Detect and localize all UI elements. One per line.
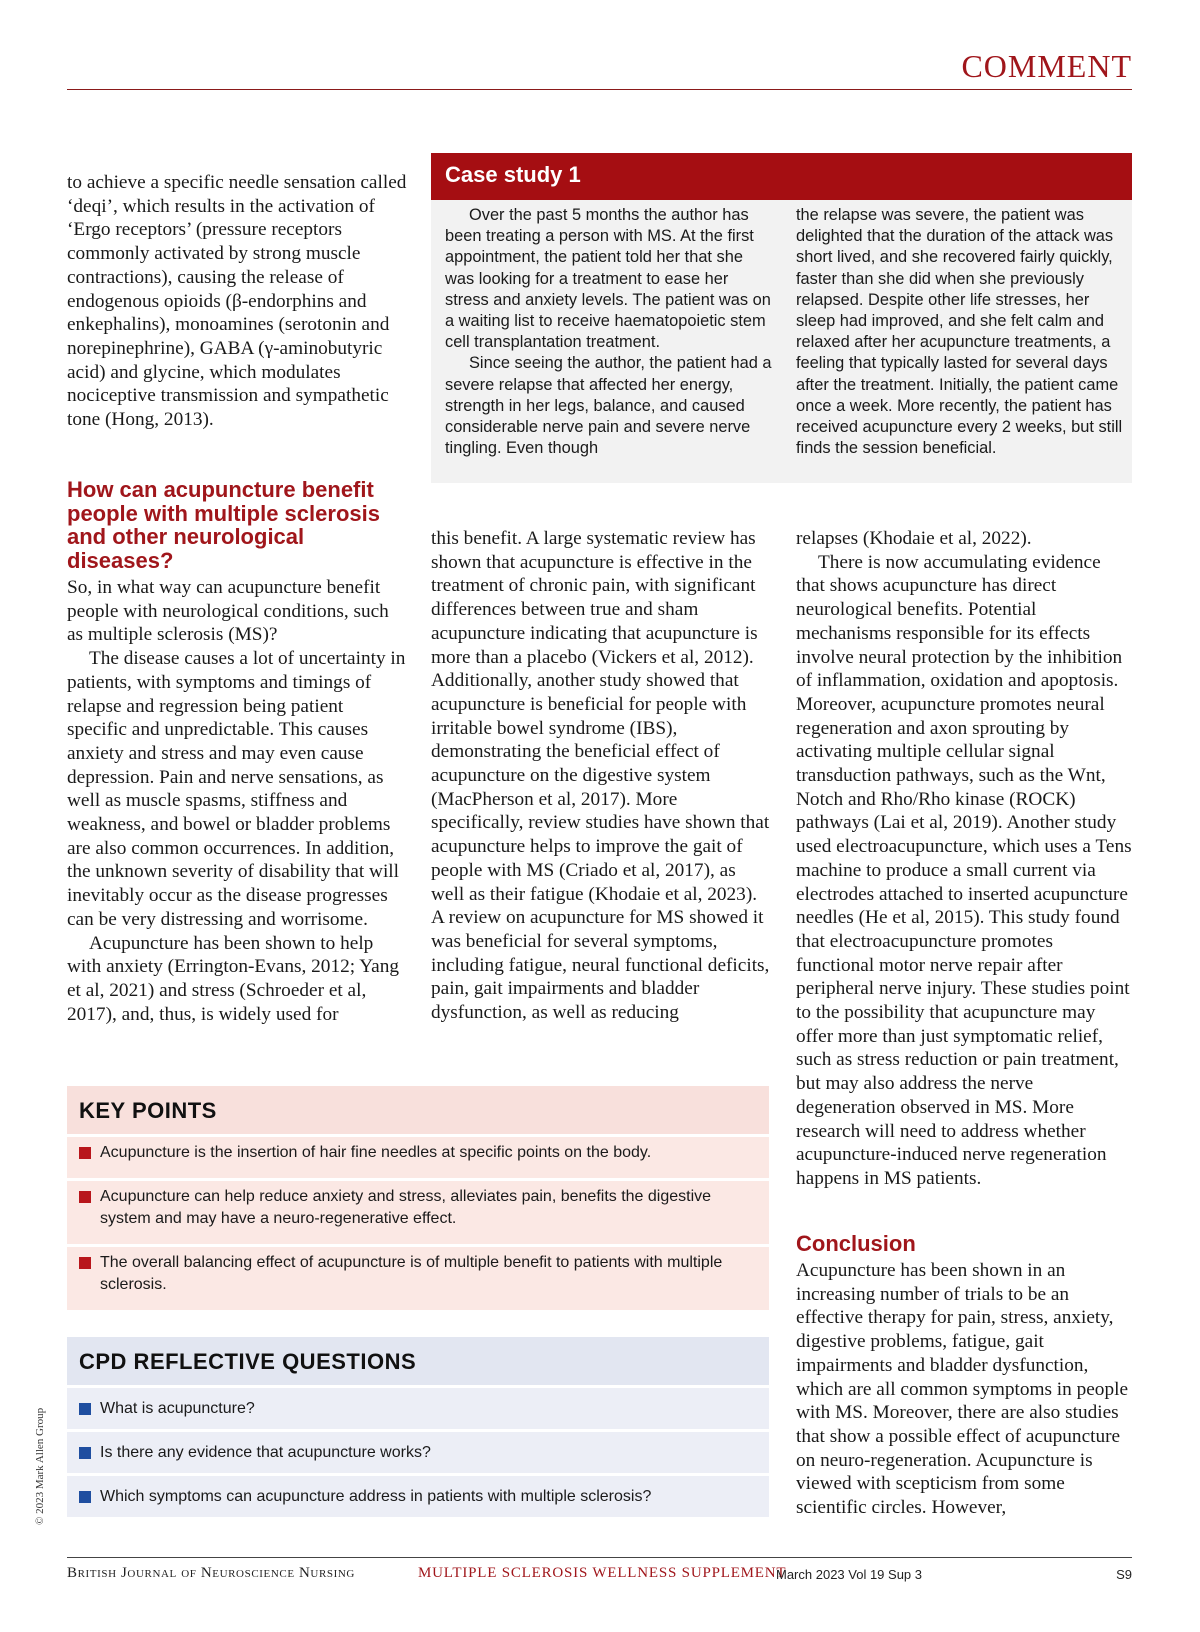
cpd-question-item — [67, 1476, 769, 1517]
column-1-heading-block — [67, 478, 407, 572]
column-1-intro — [67, 171, 407, 432]
footer-issue-date: March 2023 Vol 19 Sup 3 — [776, 1567, 922, 1582]
header-rule — [67, 89, 1132, 90]
square-bullet-icon — [79, 1447, 91, 1459]
paragraph: So, in what way can acupuncture benefit people with neurological conditions, such as multiple sclerosis (MS)? — [67, 577, 389, 646]
column-2-body — [431, 527, 771, 1025]
conclusion-body — [796, 1259, 1132, 1520]
conclusion-heading: Conclusion — [796, 1231, 916, 1256]
paragraph: to achieve a specific needle sensation called ‘deqi’, which results in the activation of ‘Ergo receptors’ (pressure receptors commonly activated by strong muscle contractions), causing the release of endogenous opioids (β-endorphins and enkephalins), monoamines (serotonin and norepinephrine), GABA (γ-aminobutyric acid) and glycine, which modulates nociceptive transmission and sympathetic tone (Hong, 2013). — [67, 172, 407, 431]
paragraph: relapses (Khodaie et al, 2022). — [796, 528, 1032, 549]
key-point-text: Acupuncture can help reduce anxiety and stress, alleviates pain, benefits the digestive system and may have a neuro-regenerative effect. — [100, 1188, 712, 1227]
page-number: S9 — [1116, 1567, 1132, 1582]
key-point-item — [67, 1247, 769, 1310]
paragraph: Acupuncture has been shown to help with anxiety (Errington-Evans, 2012; Yang et al, 2021) and stress (Schroeder et al, 2017), and, thus, is widely used for — [67, 932, 400, 1025]
footer-supplement-name: MULTIPLE SCLEROSIS WELLNESS SUPPLEMENT — [418, 1565, 787, 1581]
case-study-column-2 — [796, 205, 1126, 459]
column-3-body — [796, 527, 1132, 1191]
case-study-column-1 — [445, 205, 775, 459]
cpd-title: CPD REFLECTIVE QUESTIONS — [79, 1349, 417, 1374]
column-1-body — [67, 576, 407, 1026]
square-bullet-icon — [79, 1191, 91, 1203]
footer-journal-name: British Journal of Neuroscience Nursing — [67, 1565, 355, 1581]
paragraph: Since seeing the author, the patient had a severe relapse that affected her energy, strength in her legs, balance, and caused considerable nerve pain and severe nerve tingling. Even though — [445, 354, 772, 458]
square-bullet-icon — [79, 1403, 91, 1415]
cpd-question-item — [67, 1432, 769, 1473]
paragraph: the relapse was severe, the patient was delighted that the duration of the attack was short lived, and she recovered fairly quickly, faster than she did when she previously relapsed. Despite other life stresses, her sleep had improved, and she felt calm and relaxed after her acupuncture treatments, a feeling that typically lasted for several days after the treatment. Initially, the patient came once a week. More recently, the patient has received acupuncture every 2 weeks, but still finds the session beneficial. — [796, 206, 1123, 458]
paragraph: There is now accumulating evidence that shows acupuncture has direct neurological benefits. Potential mechanisms responsible for its effects involve neural protection by the inhibition of inflammation, oxidation and apoptosis. Moreover, acupuncture promotes neural regeneration and axon sprouting by activating multiple cellular signal transduction pathways, such as the Wnt, Notch and Rho/Rho kinase (ROCK) pathways (Lai et al, 2019). Another study used electroacupuncture, which uses a Tens machine to produce a small current via electrodes attached to inserted acupuncture needles (He et al, 2015). This study found that electroacupuncture promotes functional motor nerve repair after peripheral nerve injury. These studies point to the possibility that acupuncture may offer more than just symptomatic relief, such as stress reduction or pain treatment, but may also address the nerve degeneration observed in MS. More research will need to address whether acupuncture-induced nerve regeneration happens in MS patients. — [796, 551, 1132, 1189]
section-label: COMMENT — [961, 48, 1132, 84]
paragraph: this benefit. A large systematic review has shown that acupuncture is effective in the treatment of chronic pain, with significant differences between true and sham acupuncture indicating that acupuncture is more than a placebo (Vickers et al, 2012). Additionally, another study showed that acupuncture is beneficial for people with irritable bowel syndrome (IBS), demonstrating the beneficial effect of acupuncture on the digestive system (MacPherson et al, 2017). More specifically, review studies have shown that acupuncture helps to improve the gait of people with MS (Criado et al, 2017), as well as their fatigue (Khodaie et al, 2023). A review on acupuncture for MS showed it was beneficial for several symptoms, including fatigue, neural functional deficits, pain, gait impairments and bladder dysfunction, as well as reducing — [431, 528, 770, 1024]
cpd-question-item — [67, 1388, 769, 1429]
footer-rule — [67, 1557, 1132, 1558]
cpd-question-text: What is acupuncture? — [100, 1400, 255, 1417]
case-study-title: Case study 1 — [445, 162, 581, 187]
key-point-text: Acupuncture is the insertion of hair fine needles at specific points on the body. — [100, 1144, 652, 1161]
paragraph: Acupuncture has been shown in an increasing number of trials to be an effective therapy for pain, stress, anxiety, digestive problems, fatigue, gait impairments and bladder dysfunction, which are all common symptoms in people with MS. Moreover, there are also studies that show a possible effect of acupuncture on neuro-regeneration. Acupuncture is viewed with scepticism from some scientific circles. However, — [796, 1260, 1128, 1519]
key-point-item — [67, 1181, 769, 1244]
key-point-item — [67, 1137, 769, 1178]
section-heading: How can acupuncture benefit people with multiple sclerosis and other neurological diseases? — [67, 477, 380, 573]
square-bullet-icon — [79, 1147, 91, 1159]
cpd-question-text: Is there any evidence that acupuncture works? — [100, 1444, 431, 1461]
square-bullet-icon — [79, 1257, 91, 1269]
conclusion-heading-block — [796, 1232, 1132, 1256]
key-points-title: KEY POINTS — [79, 1098, 217, 1123]
cpd-question-text: Which symptoms can acupuncture address in patients with multiple sclerosis? — [100, 1488, 652, 1505]
paragraph: The disease causes a lot of uncertainty in patients, with symptoms and timings of relapse and regression being patient specific and unpredictable. This causes anxiety and stress and may even cause depression. Pain and nerve sensations, as well as muscle spasms, stiffness and weakness, and bowel or bladder problems are also common occurrences. In addition, the unknown severity of disability that will inevitably occur as the disease progresses can be very distressing and worrisome. — [67, 648, 406, 930]
key-point-text: The overall balancing effect of acupuncture is of multiple benefit to patients with multiple sclerosis. — [100, 1254, 723, 1293]
paragraph: Over the past 5 months the author has been treating a person with MS. At the first appointment, the patient told her that she was looking for a treatment to ease her stress and anxiety levels. The patient was on a waiting list to receive haematopoietic stem cell transplantation treatment. — [445, 206, 771, 352]
copyright-notice: © 2023 Mark Allen Group — [34, 1407, 46, 1525]
square-bullet-icon — [79, 1491, 91, 1503]
